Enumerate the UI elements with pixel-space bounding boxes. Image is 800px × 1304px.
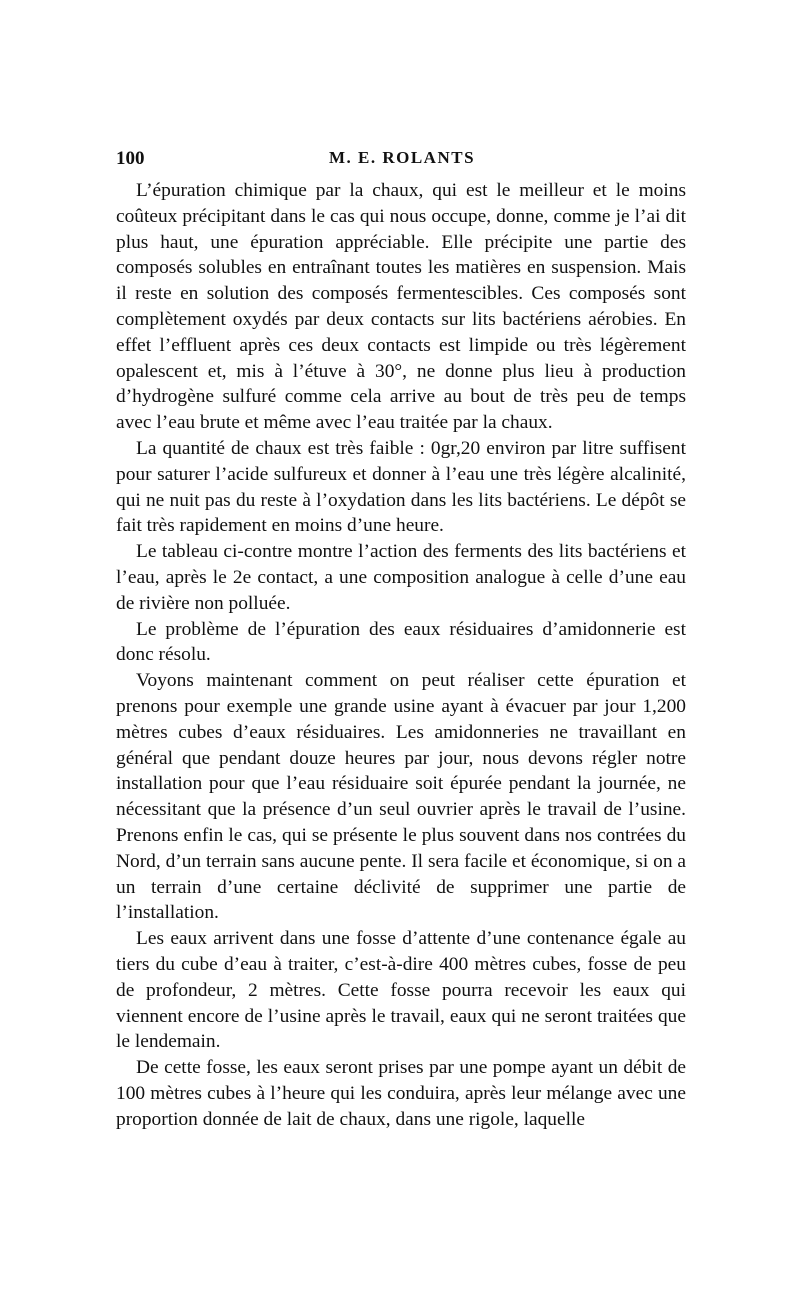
- paragraph-1: L’épuration chimique par la chaux, qui est le meilleur et le moins coûteux précipitant dans le cas qui nous occupe, donne, comme je l’ai dit plus haut, une épuration appréciable. Elle précipite une partie des composés solubles en entraînant toutes les matières en suspension. Mais il reste en solution des composés fermentescibles. Ces composés sont complètement oxydés par deux contacts sur lits bactériens aérobies. En effet l’effluent après ces deux contacts est limpide ou très légèrement opalescent et, mis à l’étuve à 30°, ne donne plus lieu à production d’hydrogène sulfuré comme cela arrive au bout de très peu de temps avec l’eau brute et même avec l’eau traitée par la chaux.: [116, 180, 686, 434]
- paragraph-2: La quantité de chaux est très faible : 0gr,20 environ par litre suffisent pour saturer l’acide sulfureux et donner à l’eau une très légère alcalinité, qui ne nuit pas du reste à l’oxydation dans les lits bactériens. Le dépôt se fait très rapidement en moins d’une heure.: [116, 437, 686, 537]
- paragraph-7: De cette fosse, les eaux seront prises par une pompe ayant un débit de 100 mètres cubes à l’heure qui les conduira, après leur mélange avec une proportion donnée de lait de chaux, dans une rigole, laquelle: [116, 1057, 686, 1130]
- paragraph-5: Voyons maintenant comment on peut réaliser cette épuration et prenons pour exemple une grande usine ayant à évacuer par jour 1,200 mètres cubes d’eaux résiduaires. Les amidonneries ne travaillant en général que pendant douze heures par jour, nous devons régler notre installation pour que l’eau résiduaire soit épurée pendant la journée, ne nécessitant que la présence d’un seul ouvrier après le travail de l’usine. Prenons enfin le cas, qui se présente le plus souvent dans nos contrées du Nord, d’un terrain sans aucune pente. Il sera facile et économique, si on a un terrain d’une certaine déclivité de supprimer une partie de l’installation.: [116, 670, 686, 924]
- body-text: [116, 178, 686, 1132]
- paragraph-6: Les eaux arrivent dans une fosse d’attente d’une contenance égale au tiers du cube d’eau à traiter, c’est-à-dire 400 mètres cubes, fosse de peu de profondeur, 2 mètres. Cette fosse pourra recevoir les eaux qui viennent encore de l’usine après le travail, eaux qui ne seront traitées que le lendemain.: [116, 928, 686, 1053]
- page-header: [116, 148, 688, 172]
- paragraph-4: Le problème de l’épuration des eaux résiduaires d’amidonnerie est donc résolu.: [116, 618, 686, 666]
- page-number: 100: [116, 148, 145, 169]
- paragraph-3: Le tableau ci-contre montre l’action des ferments des lits bactériens et l’eau, après le 2e contact, a une composition analogue à celle d’une eau de rivière non polluée.: [116, 541, 686, 614]
- running-head: M. E. ROLANTS: [328, 148, 476, 167]
